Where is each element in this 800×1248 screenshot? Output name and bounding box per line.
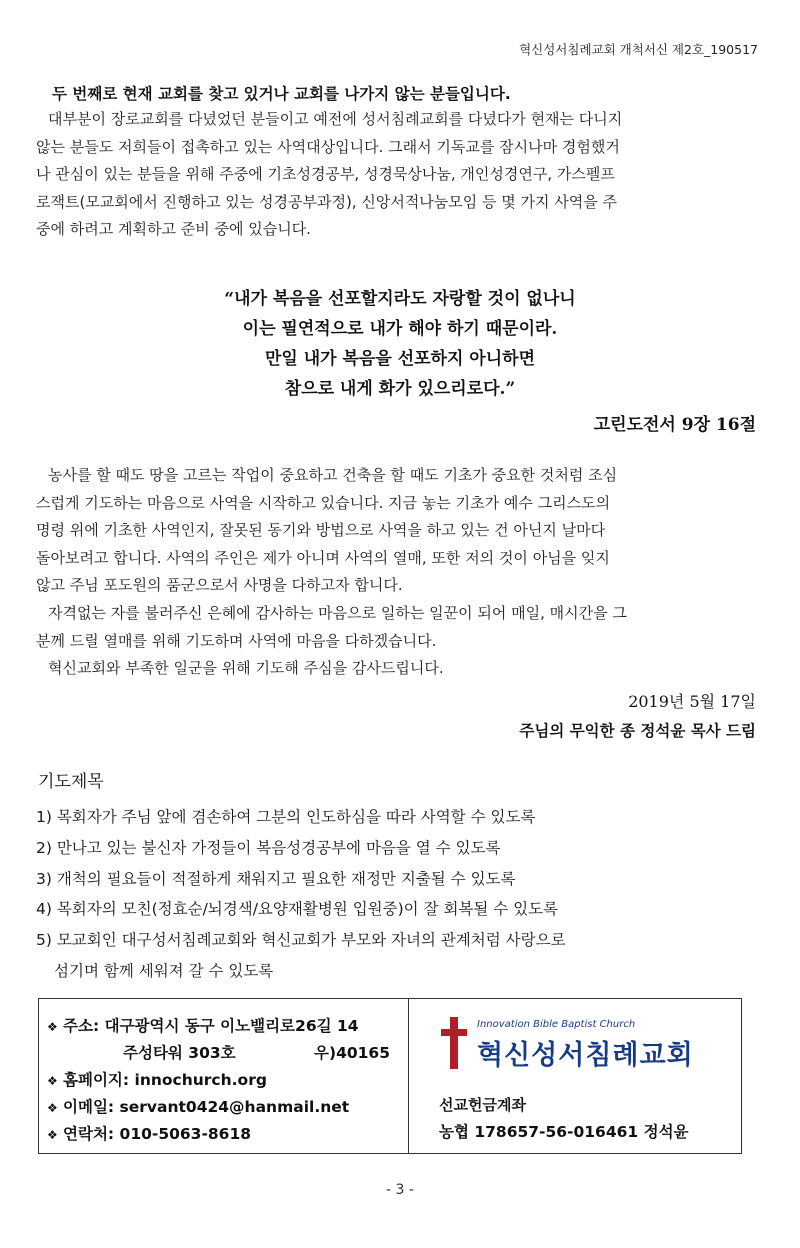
homepage-row — [47, 1067, 408, 1094]
zip-code: 우)40165 — [314, 1044, 390, 1062]
church-logo — [431, 1011, 741, 1073]
quote-line: “내가 복음을 선포할지라도 자랑할 것이 없나니 — [224, 289, 576, 309]
paragraph-line: 자격없는 자를 불러주신 은혜에 감사하는 마음으로 일하는 일꾼이 되어 매일, 매시간을 그 — [48, 603, 627, 622]
cross-icon — [441, 1017, 467, 1069]
paragraph-line: 명령 위에 기초한 사역인지, 잘못된 동기와 방법으로 사역을 하고 있는 건 아닌지 날마다 — [36, 521, 606, 540]
paragraph-line: 대부분이 장로교회를 다녔었던 분들이고 예전에 성서침례교회를 다녔다가 현재는 다니지 — [48, 110, 623, 128]
homepage-label: 홈페이지: — [63, 1071, 130, 1089]
contact-info — [39, 999, 409, 1153]
homepage-link[interactable]: innochurch.org — [134, 1071, 267, 1089]
paragraph-line: 중에 하려고 계획하고 준비 중에 있습니다. — [36, 220, 311, 239]
quote-line: 참으로 내게 화가 있으리로다.” — [284, 379, 516, 399]
address-line1: 대구광역시 동구 이노밸리로26길 14 — [104, 1017, 359, 1035]
phone-label: 연락처: — [63, 1125, 115, 1143]
address-row — [47, 1013, 408, 1040]
prayer-item: 3) 개척의 필요들이 적절하게 채워지고 필요한 재정만 지출될 수 있도록 — [36, 869, 516, 888]
address-label: 주소: — [63, 1017, 100, 1035]
newsletter-header: 혁신성서침례교회 개척서신 제2호_190517 — [519, 42, 758, 57]
email-row — [47, 1094, 408, 1121]
diamond-bullet-icon: ❖ — [47, 1074, 58, 1088]
prayer-item: 5) 모교회인 대구성서침례교회와 혁신교회가 부모와 자녀의 관계처럼 사랑으로 — [36, 931, 566, 950]
diamond-bullet-icon: ❖ — [47, 1101, 58, 1115]
ministry-target-paragraph — [36, 106, 756, 244]
paragraph-line: 돌아보려고 합니다. 사역의 주인은 제가 아니며 사역의 열매, 또한 저의 것이 아님을 잊지 — [36, 548, 610, 567]
offering-account-label: 선교헌금계좌 — [439, 1096, 526, 1114]
letter-signature: 주님의 무익한 종 정석윤 목사 드림 — [519, 721, 756, 740]
offering-account-number: 농협 178657-56-016461 정석윤 — [439, 1123, 689, 1141]
diamond-bullet-icon: ❖ — [47, 1128, 58, 1142]
page-number: - 3 - — [386, 1182, 414, 1198]
prayer-item: 4) 목회자의 모친(정효순/뇌경색/요양재활병원 입원중)이 잘 회복될 수 있도록 — [36, 900, 559, 919]
logo-korean-name: 혁신성서침례교회 — [477, 1040, 694, 1071]
email-link[interactable]: servant0424@hanmail.net — [119, 1098, 350, 1116]
letter-date: 2019년 5월 17일 — [628, 692, 756, 711]
email-label: 이메일: — [63, 1098, 115, 1116]
prayer-item: 1) 목회자가 주님 앞에 겸손하여 그분의 인도하심을 따라 사역할 수 있도록 — [36, 808, 536, 826]
section-lead-heading: 두 번째로 현재 교회를 찾고 있거나 교회를 나가지 않는 분들입니다. — [52, 85, 511, 103]
prayer-requests-title: 기도제목 — [38, 772, 104, 792]
prayer-item-continuation: 섬기며 함께 세워져 갈 수 있도록 — [54, 961, 274, 980]
scripture-reference: 고린도전서 9장 16절 — [593, 415, 756, 435]
paragraph-line: 로잭트(모교회에서 진행하고 있는 성경공부과정), 신앙서적나눔모임 등 몇 가지 사역을 주 — [36, 192, 618, 211]
ministry-foundation-paragraph — [36, 462, 756, 683]
logo-english-name: Innovation Bible Baptist Church — [477, 1019, 636, 1030]
church-logo-panel — [409, 999, 741, 1153]
phone-number: 010-5063-8618 — [119, 1125, 252, 1143]
church-info-box — [38, 998, 742, 1154]
paragraph-line: 농사를 할 때도 땅을 고르는 작업이 중요하고 건축을 할 때도 기초가 중요한 것처럼 조심 — [48, 466, 618, 484]
prayer-item: 2) 만나고 있는 불신자 가정들이 복음성경공부에 마음을 열 수 있도록 — [36, 838, 501, 857]
prayer-requests-list — [36, 802, 766, 987]
paragraph-line: 혁신교회와 부족한 일군을 위해 기도해 주심을 감사드립니다. — [48, 659, 444, 678]
paragraph-line: 분께 드릴 열매를 위해 기도하며 사역에 마음을 다하겠습니다. — [36, 631, 437, 650]
paragraph-line: 스럽게 기도하는 마음으로 사역을 시작하고 있습니다. 지금 놓는 기초가 예수 그리스도의 — [36, 493, 611, 512]
address-line2: 주성타워 303호 — [123, 1044, 236, 1062]
phone-row — [47, 1121, 408, 1148]
scripture-quote — [100, 284, 700, 404]
address-row-2 — [47, 1040, 408, 1067]
diamond-bullet-icon: ❖ — [47, 1020, 58, 1034]
paragraph-line: 않는 분들도 저희들이 접촉하고 있는 사역대상입니다. 그래서 기독교를 잠시나마 경험했거 — [36, 137, 620, 156]
quote-line: 만일 내가 복음을 선포하지 아니하면 — [264, 349, 535, 369]
paragraph-line: 나 관심이 있는 분들을 위해 주중에 기초성경공부, 성경묵상나눔, 개인성경연구, 가스펠프 — [36, 165, 615, 184]
quote-line: 이는 필연적으로 내가 해야 하기 때문이라. — [242, 319, 558, 339]
paragraph-line: 않고 주님 포도원의 품군으로서 사명을 다하고자 합니다. — [36, 576, 403, 595]
